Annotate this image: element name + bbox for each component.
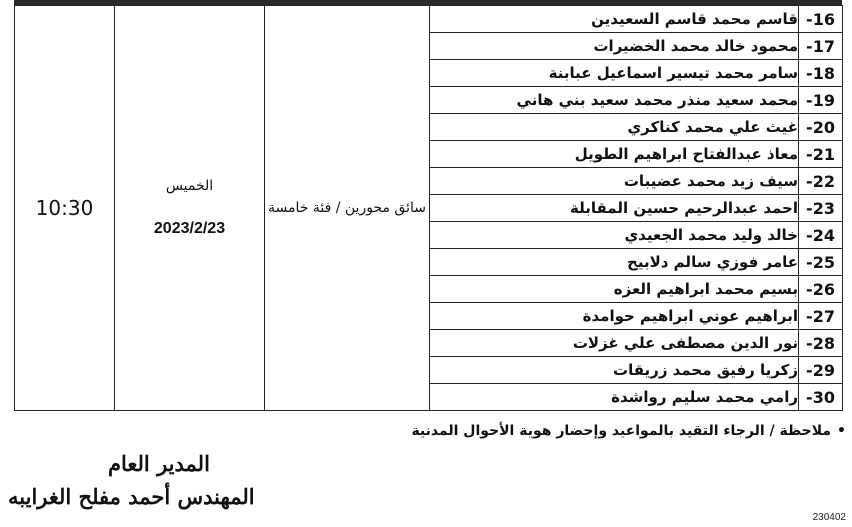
candidate-name: احمد عبدالرحيم حسين المقابلة (430, 195, 799, 222)
candidate-name: سيف زيد محمد عضيبات (430, 168, 799, 195)
candidate-name: زكريا رفيق محمد زريقات (430, 357, 799, 384)
row-number: -22 (799, 168, 843, 195)
row-number: -16 (799, 6, 843, 33)
candidate-name: سامر محمد تيسير اسماعيل عبابنة (430, 60, 799, 87)
candidate-name: بسيم محمد ابراهيم العزه (430, 276, 799, 303)
row-number: -27 (799, 303, 843, 330)
row-number: -26 (799, 276, 843, 303)
table-row (15, 6, 843, 33)
row-number: -28 (799, 330, 843, 357)
document-code: 230402 (812, 512, 846, 523)
candidate-name: نور الدين مصطفى علي غزلات (430, 330, 799, 357)
row-number: -20 (799, 114, 843, 141)
candidate-name: خالد وليد محمد الجعيدي (430, 222, 799, 249)
schedule-table (14, 5, 843, 411)
exam-day-cell (115, 6, 265, 411)
exam-day: الخميس (165, 178, 214, 194)
candidate-name: محمد سعيد منذر محمد سعيد بني هاني (430, 87, 799, 114)
candidate-name: رامي محمد سليم رواشدة (430, 384, 799, 411)
signature-name: المهندس أحمد مفلح الغرايبه (8, 484, 255, 509)
candidate-name: غيث علي محمد كناكري (430, 114, 799, 141)
candidate-name: ابراهيم عوني ابراهيم حوامدة (430, 303, 799, 330)
row-number: -29 (799, 357, 843, 384)
row-number: -21 (799, 141, 843, 168)
row-number: -18 (799, 60, 843, 87)
row-number: -23 (799, 195, 843, 222)
schedule-body (15, 6, 843, 411)
row-number: -25 (799, 249, 843, 276)
row-number: -17 (799, 33, 843, 60)
candidate-name: قاسم محمد قاسم السعيدين (430, 6, 799, 33)
exam-date: 2023/2/23 (153, 220, 226, 237)
signature-title: المدير العام (108, 451, 210, 476)
bullet-icon: • (837, 423, 846, 439)
note-line (411, 423, 846, 439)
exam-time: 10:30 (15, 6, 115, 411)
license-category: سائق محورين / فئة خامسة (265, 6, 430, 411)
candidate-name: عامر فوزي سالم دلابيح (430, 249, 799, 276)
row-number: -24 (799, 222, 843, 249)
row-number: -30 (799, 384, 843, 411)
row-number: -19 (799, 87, 843, 114)
candidate-name: معاذ عبدالفتاح ابراهيم الطويل (430, 141, 799, 168)
note-text: ملاحظة / الرجاء التقيد بالمواعيد وإحضار هوية الأحوال المدنية (411, 423, 832, 439)
candidate-name: محمود خالد محمد الخضيرات (430, 33, 799, 60)
